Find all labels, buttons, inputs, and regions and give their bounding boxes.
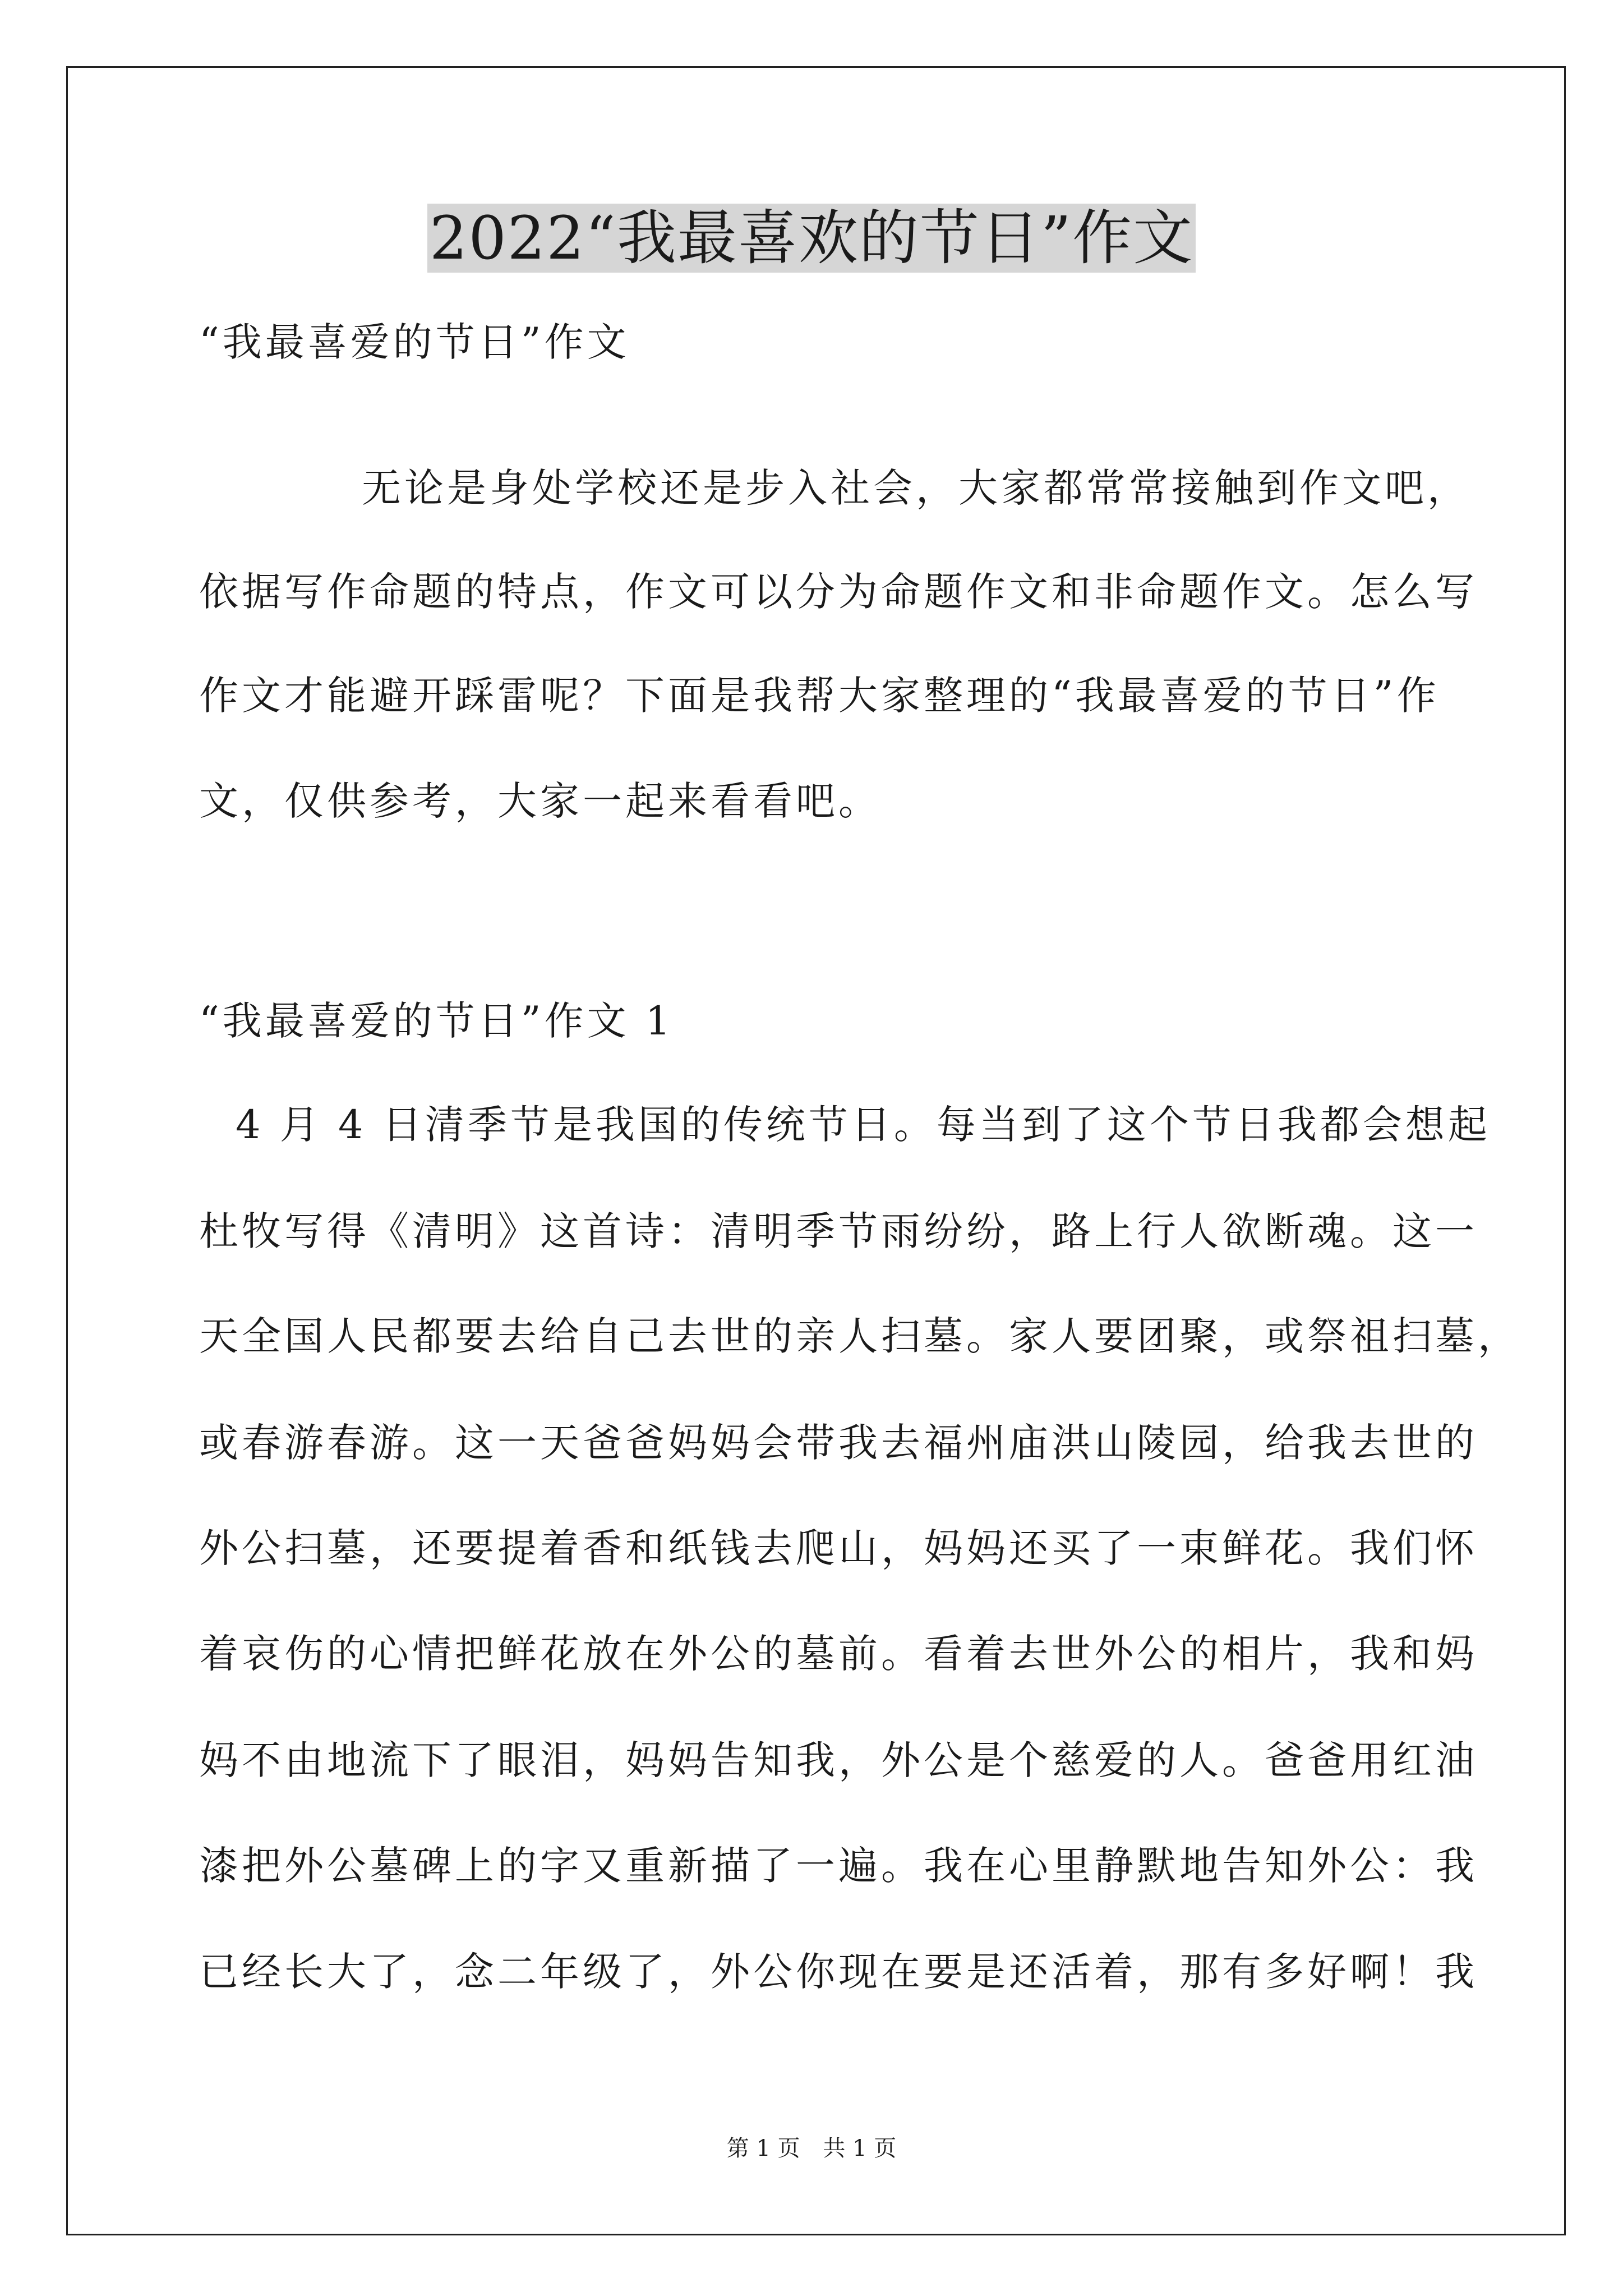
body-line: 或春游春游。这一天爸爸妈妈会带我去福州庙洪山陵园，给我去世的 <box>199 1420 1478 1466</box>
section-heading: “我最喜爱的节日”作文 1 <box>199 998 674 1044</box>
intro-line: 依据写作命题的特点，作文可以分为命题作文和非命题作文。怎么写 <box>199 569 1478 615</box>
body-line: 天全国人民都要去给自己去世的亲人扫墓。家人要团聚，或祭祖扫墓， <box>199 1313 1520 1359</box>
body-line: 杜牧写得《清明》这首诗：清明季节雨纷纷，路上行人欲断魂。这一 <box>199 1208 1478 1254</box>
subtitle: “我最喜爱的节日”作文 <box>199 319 630 365</box>
page-footer <box>0 2132 1623 2165</box>
body-line: 外公扫墓，还要提着香和纸钱去爬山，妈妈还买了一束鲜花。我们怀 <box>199 1525 1478 1571</box>
intro-line: 作文才能避开踩雷呢？下面是我帮大家整理的“我最喜爱的节日”作 <box>199 673 1440 719</box>
body-line: 妈不由地流下了眼泪，妈妈告知我，外公是个慈爱的人。爸爸用红油 <box>199 1737 1478 1783</box>
page-total: 共 1 页 <box>823 2136 897 2161</box>
body-line: 已经长大了，念二年级了，外公你现在要是还活着，那有多好啊！我 <box>199 1949 1478 1995</box>
document-title-text: 2022“我最喜欢的节日”作文 <box>427 204 1196 273</box>
document-title <box>0 199 1623 278</box>
body-line: 4 月 4 日清季节是我国的传统节日。每当到了这个节日我都会想起 <box>236 1102 1491 1148</box>
intro-line: 文，仅供参考，大家一起来看看吧。 <box>199 778 881 824</box>
body-line: 漆把外公墓碑上的字又重新描了一遍。我在心里静默地告知外公：我 <box>199 1843 1478 1889</box>
intro-line: 无论是身处学校还是步入社会，大家都常常接触到作文吧， <box>362 465 1470 511</box>
page-number: 第 1 页 <box>726 2136 800 2161</box>
body-line: 着哀伤的心情把鲜花放在外公的墓前。看着去世外公的相片，我和妈 <box>199 1631 1478 1677</box>
